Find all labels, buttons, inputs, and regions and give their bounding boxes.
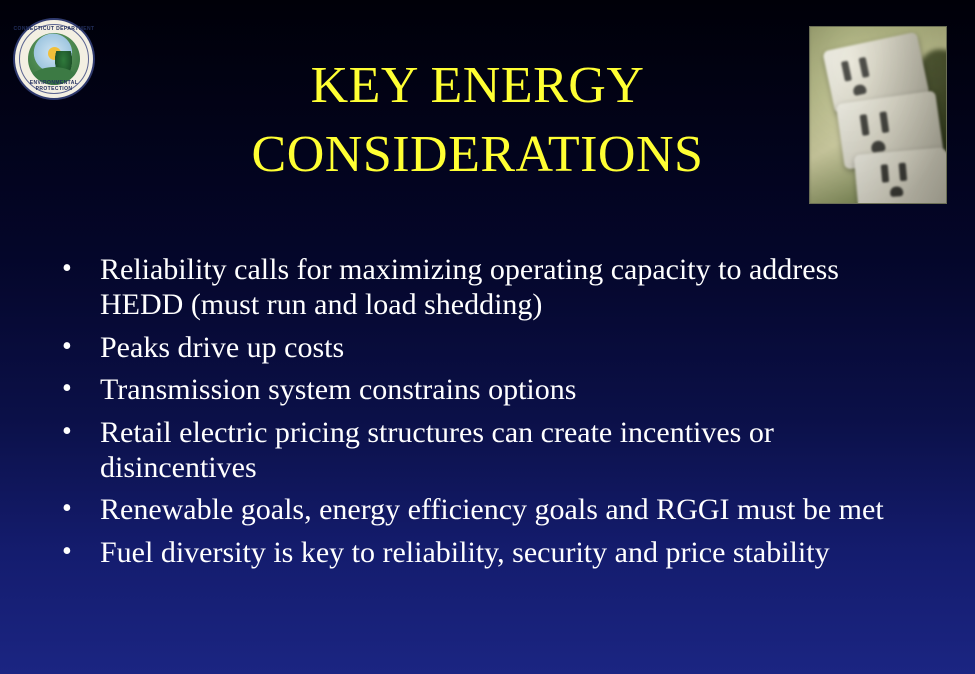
list-item bbox=[62, 535, 924, 570]
bullet-marker-icon: • bbox=[62, 415, 72, 447]
list-item-text: Reliability calls for maximizing operating capacity to address HEDD (must run and load shedding) bbox=[100, 253, 839, 322]
list-item bbox=[62, 415, 924, 486]
list-item bbox=[62, 252, 924, 323]
slide-title bbox=[150, 52, 805, 189]
list-item-text: Transmission system constrains options bbox=[100, 373, 577, 407]
bullet-marker-icon: • bbox=[62, 373, 72, 405]
seal-text-bottom: ENVIRONMENTAL PROTECTION bbox=[29, 80, 79, 92]
bullet-list bbox=[62, 252, 924, 577]
bullet-marker-icon: • bbox=[62, 253, 72, 284]
electrical-outlets-photo bbox=[809, 26, 947, 204]
list-item-text: Peaks drive up costs bbox=[100, 330, 345, 364]
list-item bbox=[62, 330, 924, 365]
seal-text-top: CONNECTICUT DEPARTMENT bbox=[13, 26, 95, 32]
slide-title-line-1: KEY ENERGY bbox=[310, 57, 645, 114]
bullet-marker-icon: • bbox=[62, 493, 72, 525]
list-item-text: Retail electric pricing structures can create incentives or disincentives bbox=[100, 415, 774, 484]
list-item bbox=[62, 492, 924, 527]
list-item bbox=[62, 372, 924, 407]
seal-emblem bbox=[28, 33, 80, 85]
agency-seal-logo bbox=[13, 18, 95, 100]
slide-title-line-2: CONSIDERATIONS bbox=[251, 125, 704, 183]
bullet-marker-icon: • bbox=[62, 535, 72, 567]
bullet-marker-icon: • bbox=[62, 330, 72, 362]
list-item-text: Renewable goals, energy efficiency goals and RGGI must be met bbox=[100, 493, 884, 527]
photo-blur-overlay bbox=[810, 27, 946, 203]
list-item-text: Fuel diversity is key to reliability, security and price stability bbox=[100, 535, 830, 569]
